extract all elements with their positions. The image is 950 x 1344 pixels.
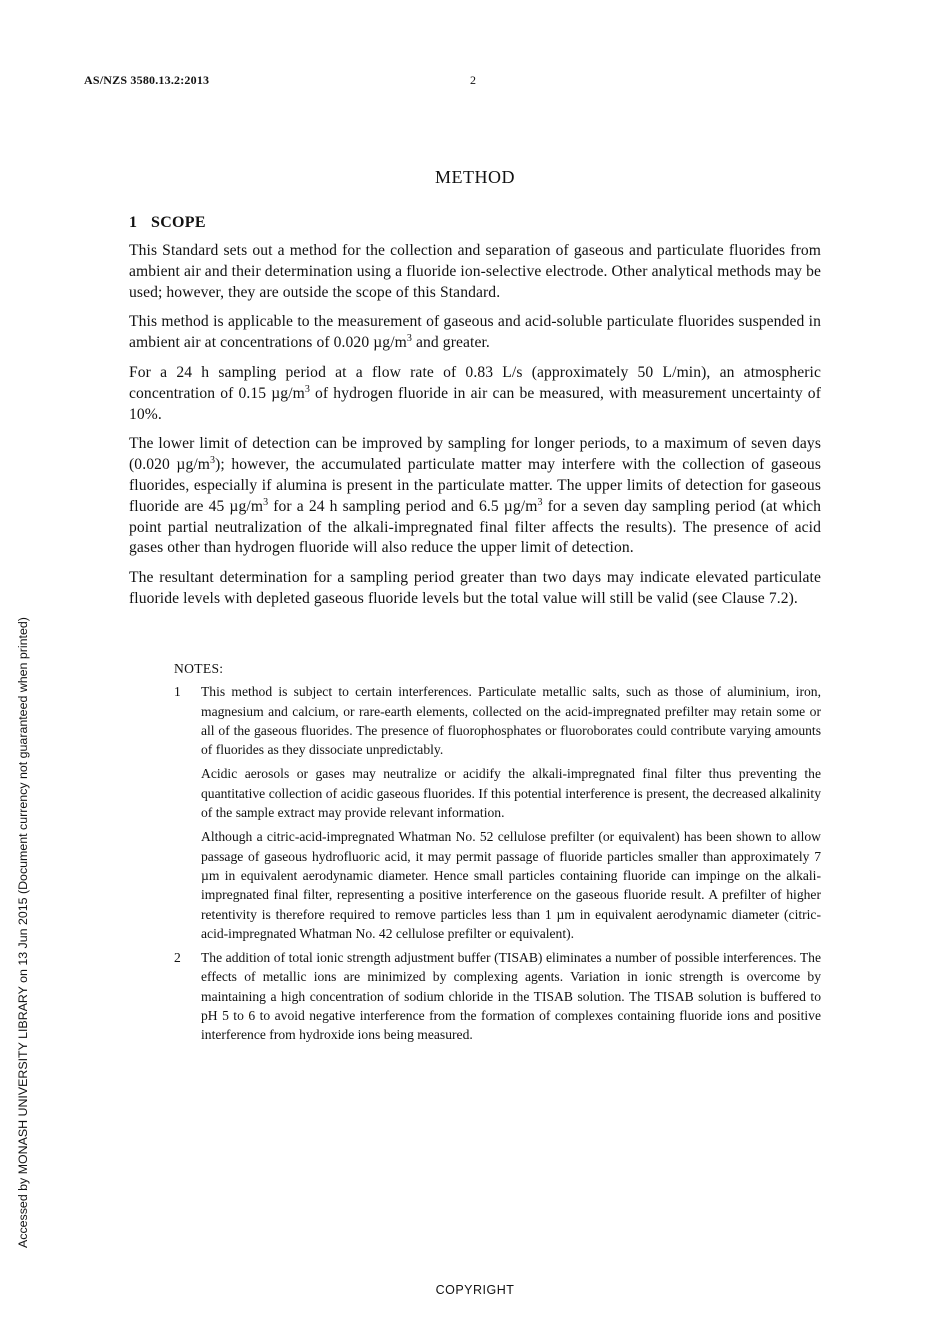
- scope-paragraph-1: This Standard sets out a method for the collection and separation of gaseous and particulate fluorides from ambient air and their determination using a fluoride ion-selective electrode. Other analytical methods may be used; however, they are outside the scope of this Standard.: [129, 242, 821, 301]
- note-1: [174, 682, 821, 948]
- scope-paragraph-2: This method is applicable to the measurement of gaseous and acid-soluble particulate fluorides suspended in ambient air at concentrations of 0.020 $\mu g/m^3$ and greater.: [129, 313, 821, 352]
- scope-paragraph-3: For a 24 h sampling period at a flow rate of 0.83 L/s (approximately 50 L/min), an atmospheric concentration of 0.15 $\mu g/m^3$ of hydrogen fluoride in air can be measured, with measurement uncertainty of 10%.: [129, 363, 821, 423]
- page-title: METHOD: [435, 167, 515, 187]
- clause-number: 1: [129, 214, 138, 231]
- clause-title: SCOPE: [151, 214, 206, 231]
- access-notice: Accessed by MONASH UNIVERSITY LIBRARY on 13 Jun 2015 (Document currency not guaranteed when printed): [16, 617, 30, 1248]
- scope-paragraph-4: The lower limit of detection can be improved by sampling for longer periods, to a maximum of seven days (0.020 $\mu g/m^3$); however, the accumulated particulate matter may interfere with the collection of gaseous fluorides, especially if alumina is present in the particulate matter. The upper limits of detection for gaseous fluoride are 45 $\mu g/m^3$ for a 24 h sampling period and 6.5 $\mu g/m^3$ for a seven day sampling period (at which point partial neutralization of the alkali-impregnated final filter affects the results). The presence of acid gases other than hydrogen fluoride will also reduce the upper limit of detection.: [129, 435, 822, 557]
- note-2: [174, 948, 821, 1049]
- note-1-paragraph-3: Although a citric-acid-impregnated Whatman No. 52 cellulose prefilter (or equivalent) has been shown to allow passage of gaseous hydrofluoric acid, it may permit passage of fluoride particles smaller than approximately 7 µm in equivalent aerodynamic diameter. Hence small particles containing fluoride can impinge on the alkali-impregnated final filter, representing a positive interference on the gaseous fluoride result. A prefilter of higher retentivity is therefore required to remove particles less than 1 µm in equivalent aerodynamic diameter (citric-acid-impregnated Whatman No. 42 cellulose prefilter or equivalent).: [201, 829, 821, 941]
- scope-body: [129, 241, 821, 619]
- scope-paragraph-5: The resultant determination for a sampling period greater than two days may indicate elevated particulate fluoride levels with depleted gaseous fluoride levels but the total value will still be valid (see Clause 7.2).: [129, 569, 821, 607]
- note-1-paragraph-2: Acidic aerosols or gases may neutralize or acidify the alkali-impregnated final filter thus preventing the quantitative collection of acidic gaseous fluorides. If this potential interference is present, the decreased alkalinity of the sample extract may provide relevant information.: [201, 766, 821, 821]
- notes-section: [174, 659, 821, 1050]
- notes-title: NOTES:: [174, 661, 224, 676]
- note-1-paragraph-1: This method is subject to certain interferences. Particulate metallic salts, such as those of aluminium, iron, magnesium and calcium, or rare-earth elements, collected on the acid-impregnated prefilter may retain some or all of the gaseous fluorides. The presence of fluorophosphates or fluoroborates could contribute varying amounts of fluorides as they dissociate unpredictably.: [201, 684, 821, 758]
- page-number: 2: [470, 73, 476, 87]
- note-number: 2: [174, 950, 181, 966]
- note-number: 1: [174, 684, 181, 700]
- note-2-paragraph-1: The addition of total ionic strength adjustment buffer (TISAB) eliminates a number of possible interferences. The effects of metallic ions are minimized by complexing agents. Variation in ionic strength is overcome by maintaining a high concentration of sodium chloride in the TISAB solution. The TISAB solution is buffered to pH 5 to 6 to avoid negative interference from the formation of complexes containing fluoride ions and positive interference from hydroxide ions being measured.: [201, 950, 821, 1043]
- standard-designation: AS/NZS 3580.13.2:2013: [84, 73, 210, 87]
- clause-heading: [129, 214, 206, 232]
- copyright-footer: COPYRIGHT: [435, 1283, 515, 1297]
